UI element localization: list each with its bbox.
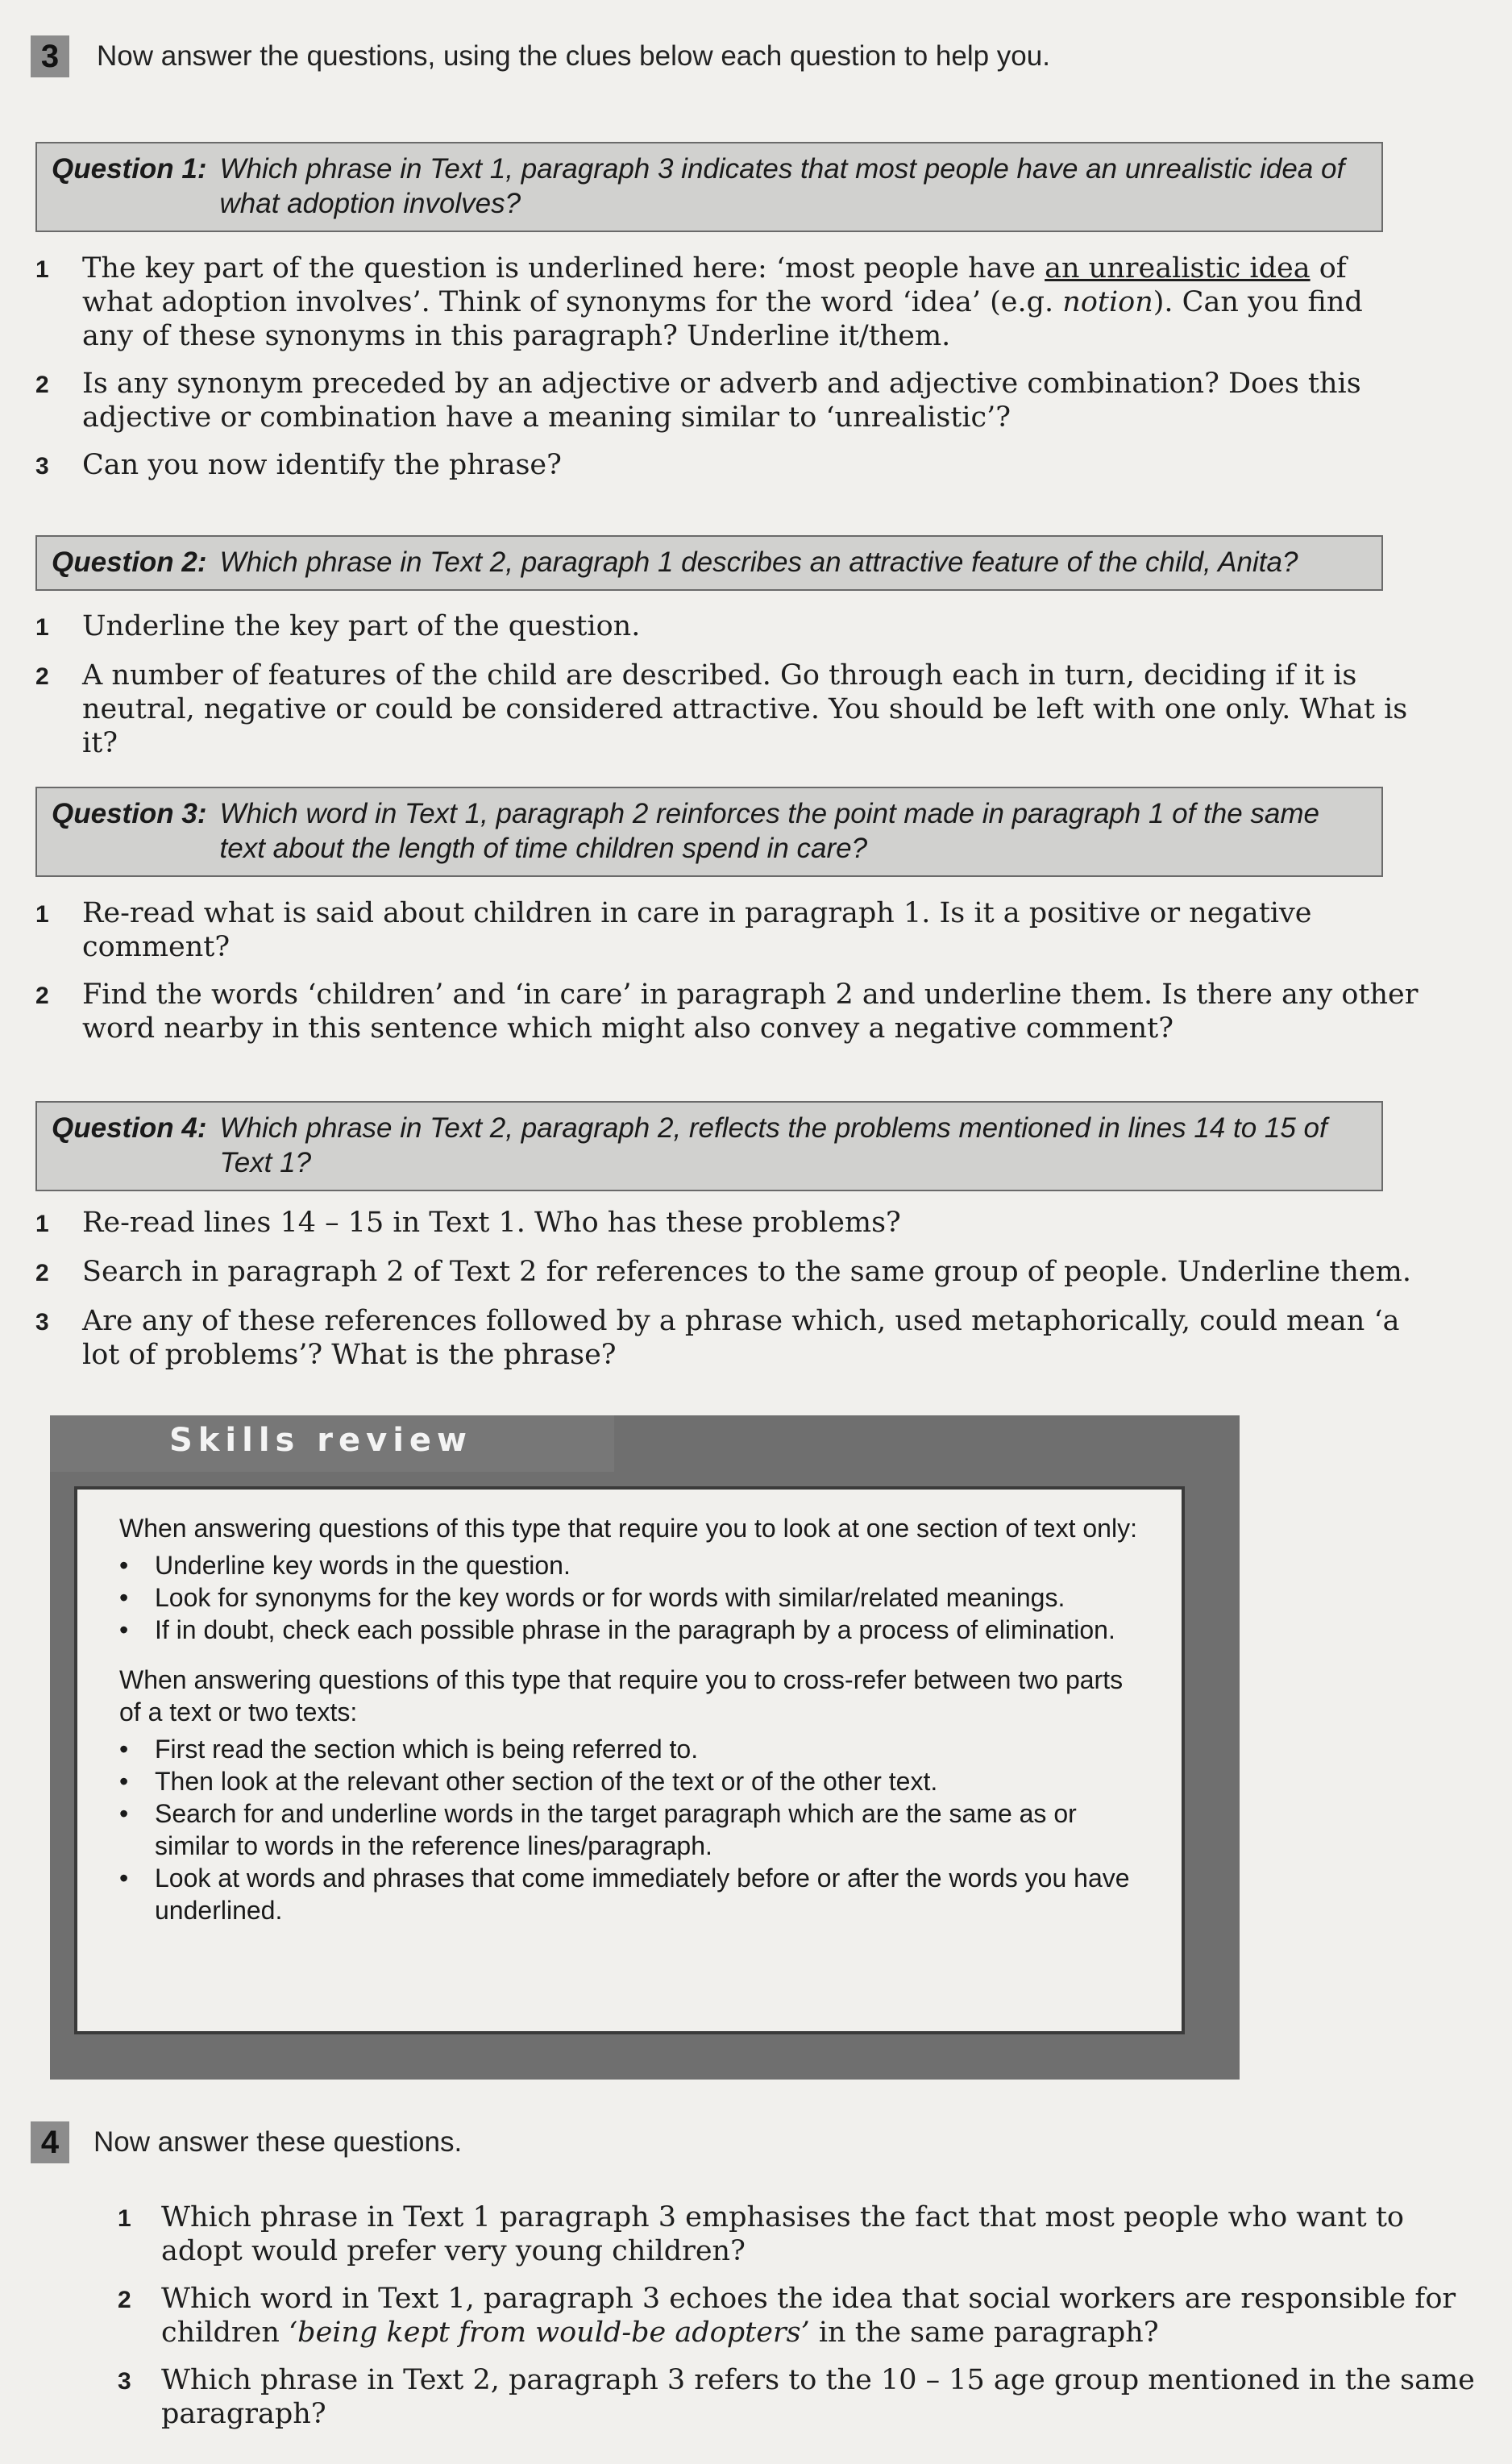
- italic-quote: ‘being kept from would-be adopters’: [289, 2316, 810, 2349]
- skills-bullets-2: [119, 1733, 1149, 1926]
- skills-review-title: Skills review: [169, 1422, 472, 1459]
- section-number: 3: [31, 35, 69, 77]
- skills-bullet-item: • Look for synonyms for the key words or for words with similar/related meanings.: [119, 1583, 1065, 1612]
- skills-bullet-item: • Look at words and phrases that come immediately before or after the words you have underlined.: [119, 1864, 1130, 1925]
- question-text: Which phrase in Text 1, paragraph 3 indicates that most people have an unrealistic idea of what adoption involves?: [219, 153, 1345, 219]
- question-box-1: [35, 142, 1383, 232]
- question-text: Which word in Text 1, paragraph 3 echoes the idea that social workers are responsible for children ‘being kept from would-be adopters’ in the same paragraph?: [161, 2283, 1456, 2349]
- skills-review-body: [74, 1486, 1185, 2034]
- clue-number: 1: [35, 614, 49, 641]
- question-item: [118, 2282, 1480, 2350]
- skills-bullets-1: [119, 1549, 1149, 1646]
- question-box-4: [35, 1101, 1383, 1191]
- bullet-icon: •: [119, 1864, 129, 1893]
- question-text: Which phrase in Text 2, paragraph 3 refers to the 10 – 15 age group mentioned in the same paragraph?: [161, 2364, 1475, 2430]
- section-instruction: Now answer the questions, using the clues below each question to help you.: [97, 40, 1050, 72]
- section-3-header: [31, 35, 1050, 77]
- section-4-questions: [118, 2200, 1480, 2445]
- clue-text: Underline the key part of the question.: [82, 610, 641, 642]
- question-4-clues: [35, 1206, 1422, 1386]
- clue-number: 3: [35, 453, 49, 480]
- question-text: Which phrase in Text 1 paragraph 3 emphasises the fact that most people who want to adopt would prefer very young children?: [161, 2201, 1404, 2267]
- section-4-header: [31, 2121, 462, 2163]
- question-item: [118, 2363, 1480, 2431]
- question-box-2: [35, 535, 1383, 591]
- clue-item: [35, 896, 1422, 964]
- bullet-icon: •: [119, 1551, 129, 1580]
- bullet-icon: •: [119, 1799, 129, 1828]
- skills-intro-1: When answering questions of this type that require you to look at one section of text only:: [119, 1514, 1137, 1543]
- question-label: Question 1:: [52, 153, 207, 185]
- italic-word: notion: [1062, 286, 1153, 318]
- section-instruction: Now answer these questions.: [93, 2126, 463, 2158]
- clue-item: [35, 251, 1422, 353]
- clue-text: A number of features of the child are described. Go through each in turn, deciding if it is neutral, negative or could be considered attractive. You should be left with one only. What is it?: [82, 659, 1408, 759]
- question-number: 1: [118, 2205, 131, 2232]
- clue-number: 1: [35, 1211, 49, 1237]
- question-item: [118, 2200, 1480, 2268]
- clue-number: 3: [35, 1309, 49, 1336]
- clue-item: [35, 609, 1422, 645]
- skills-bullet-item: • Underline key words in the question.: [119, 1551, 571, 1580]
- bullet-icon: •: [119, 1583, 129, 1612]
- skills-review-panel: [50, 1415, 1240, 2080]
- clue-number: 1: [35, 901, 49, 928]
- skills-bullet-item: • If in doubt, check each possible phrase in the paragraph by a process of elimination.: [119, 1615, 1115, 1644]
- question-box-3: [35, 787, 1383, 877]
- question-text: Which phrase in Text 2, paragraph 1 describes an attractive feature of the child, Anita?: [219, 546, 1298, 578]
- question-3-clues: [35, 896, 1422, 1059]
- clue-text: Are any of these references followed by a phrase which, used metaphorically, could mean ‘a lot of problems’? What is the phrase?: [82, 1305, 1400, 1371]
- clue-text: Search in paragraph 2 of Text 2 for references to the same group of people. Underline them.: [82, 1256, 1411, 1288]
- question-label: Question 2:: [52, 546, 207, 578]
- question-number: 2: [118, 2287, 131, 2313]
- question-1-clues: [35, 251, 1422, 497]
- clue-number: 2: [35, 663, 49, 690]
- clue-number: 2: [35, 372, 49, 398]
- clue-text: Find the words ‘children’ and ‘in care’ in paragraph 2 and underline them. Is there any other word nearby in this sentence which might also convey a negative comment?: [82, 979, 1419, 1045]
- clue-text: Is any synonym preceded by an adjective or adverb and adjective combination? Does this adjective or combination have a meaning similar to ‘unrealistic’?: [82, 368, 1361, 434]
- bullet-icon: •: [119, 1735, 129, 1764]
- bullet-icon: •: [119, 1615, 129, 1644]
- clue-item: [35, 1255, 1422, 1290]
- bullet-icon: •: [119, 1767, 129, 1796]
- clue-text: The key part of the question is underlined here: ‘most people have an unrealistic idea of what adoption involves’. Think of synonyms for the word ‘idea’ (e.g. notion). Can you find any of these synonyms in this paragraph? Underline it/them.: [82, 252, 1363, 352]
- clue-number: 2: [35, 1260, 49, 1286]
- clue-number: 1: [35, 256, 49, 283]
- section-number: 4: [31, 2121, 69, 2163]
- clue-item: [35, 367, 1422, 434]
- question-label: Question 3:: [52, 798, 207, 829]
- skills-bullet-item: • Then look at the relevant other section of the text or of the other text.: [119, 1767, 938, 1796]
- clue-item: [35, 1206, 1422, 1241]
- underlined-phrase: an unrealistic idea: [1045, 252, 1311, 285]
- clue-item: [35, 1304, 1422, 1372]
- clue-text: Can you now identify the phrase?: [82, 449, 562, 481]
- clue-item: [35, 448, 1422, 484]
- question-text: Which word in Text 1, paragraph 2 reinforces the point made in paragraph 1 of the same text about the length of time children spend in care?: [219, 798, 1320, 864]
- skills-bullet-item: • First read the section which is being referred to.: [119, 1735, 699, 1764]
- skills-intro-2: When answering questions of this type that require you to cross-refer between two parts of a text or two texts:: [119, 1665, 1124, 1726]
- question-number: 3: [118, 2368, 131, 2395]
- question-2-clues: [35, 609, 1422, 774]
- question-text: Which phrase in Text 2, paragraph 2, reflects the problems mentioned in lines 14 to 15 of Text 1?: [219, 1112, 1327, 1178]
- clue-text: Re-read what is said about children in care in paragraph 1. Is it a positive or negative comment?: [82, 897, 1312, 963]
- clue-number: 2: [35, 983, 49, 1009]
- skills-bullet-item: • Search for and underline words in the target paragraph which are the same as or similar to words in the reference lines/paragraph.: [119, 1799, 1077, 1860]
- clue-text: Re-read lines 14 – 15 in Text 1. Who has these problems?: [82, 1207, 901, 1239]
- question-label: Question 4:: [52, 1112, 207, 1144]
- clue-item: [35, 659, 1422, 760]
- clue-item: [35, 978, 1422, 1045]
